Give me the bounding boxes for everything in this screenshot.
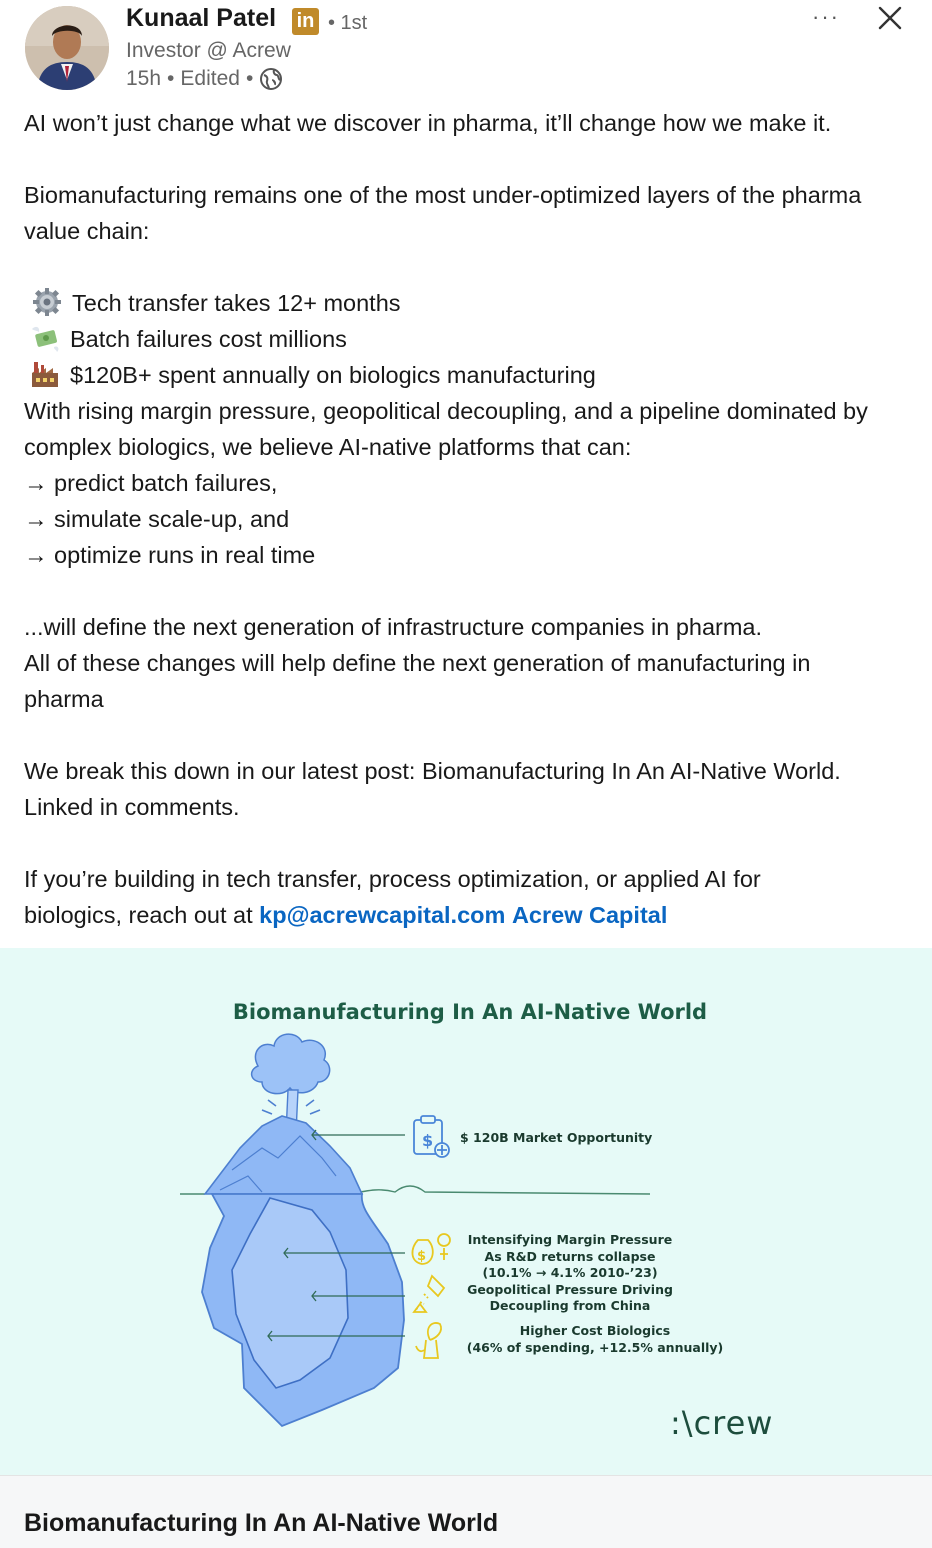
post-line: With rising margin pressure, geopolitical decoupling, and a pipeline dominated by complex biologics, we believe AI-native platforms that can: — [24, 398, 868, 460]
arrow-item: → predict batch failures, — [24, 470, 278, 496]
label-higher-cost — [460, 1323, 730, 1356]
label-market-opportunity: $ 120B Market Opportunity — [460, 1130, 653, 1145]
post-image[interactable] — [0, 948, 932, 1475]
money-bag-icon — [412, 1234, 450, 1264]
bullet-item — [24, 285, 914, 321]
author-headline: Investor @ Acrew — [126, 39, 291, 62]
svg-text:$: $ — [422, 1131, 434, 1150]
label-line: (10.1% → 4.1% 2010-’23) — [482, 1265, 658, 1280]
label-line: Intensifying Margin Pressure — [467, 1232, 673, 1247]
avatar[interactable] — [25, 6, 109, 90]
flask-icon — [414, 1276, 444, 1312]
money-with-wings-icon — [30, 323, 60, 353]
clipboard-dollar-icon — [414, 1116, 449, 1157]
post-header — [0, 0, 932, 100]
link-preview-title: Biomanufacturing In An AI-Native World — [24, 1509, 499, 1537]
label-line: Higher Cost Biologics — [519, 1323, 671, 1338]
svg-text:$: $ — [417, 1249, 427, 1264]
post-line: All of these changes will help define the next generation of manufacturing in pharma — [24, 650, 811, 712]
more-options-button[interactable]: ··· — [812, 4, 840, 29]
connection-degree: • 1st — [328, 12, 368, 34]
close-icon[interactable] — [872, 0, 908, 36]
post-line: We break this down in our latest post: Biomanufacturing In An AI-Native World. Linked in comments. — [24, 758, 841, 820]
edited-label: Edited — [180, 67, 240, 90]
post-meta — [126, 67, 283, 91]
gear-icon — [32, 287, 62, 317]
post-text — [24, 105, 914, 933]
author-name[interactable]: Kunaal Patel — [126, 4, 277, 32]
arrow-item: → optimize runs in real time — [24, 542, 316, 568]
label-line: (46% of spending, +12.5% annually) — [466, 1339, 724, 1355]
label-line: Geopolitical Pressure Driving — [467, 1281, 673, 1297]
contact-text: If you’re building in tech transfer, process optimization, or applied AI for biologics, reach out at — [24, 866, 761, 928]
bullet-item — [24, 357, 914, 393]
blank-line — [24, 249, 914, 285]
blank-line — [24, 573, 914, 609]
label-line: Decoupling from China — [489, 1298, 651, 1313]
globe-icon — [259, 67, 283, 91]
cloud-icon — [252, 1034, 330, 1094]
company-mention-link[interactable]: Acrew Capital — [511, 902, 668, 928]
linkedin-premium-badge-icon: in — [292, 8, 319, 35]
avatar-image — [25, 6, 109, 90]
label-margin-pressure — [450, 1232, 690, 1315]
contact-line — [24, 861, 854, 933]
post-line: AI won’t just change what we discover in pharma, it’ll change how we make it. — [24, 110, 832, 136]
factory-icon — [30, 359, 60, 389]
meta-separator: • — [245, 67, 254, 90]
bullet-text: Batch failures cost millions — [70, 326, 347, 352]
label-line: As R&D returns collapse — [484, 1248, 656, 1264]
post-line: ...will define the next generation of infrastructure companies in pharma. — [24, 614, 763, 640]
infographic-title: Biomanufacturing In An AI-Native World — [232, 1000, 708, 1024]
bullet-text: $120B+ spent annually on biologics manufacturing — [70, 362, 596, 388]
acrew-logo: :\crew — [670, 1404, 774, 1442]
link-preview-card[interactable] — [0, 1475, 932, 1548]
meta-separator: • — [167, 67, 175, 90]
blank-line — [24, 141, 914, 177]
email-link[interactable]: kp@acrewcapital.com — [259, 902, 506, 928]
arrow-item: → simulate scale-up, and — [24, 506, 290, 532]
post-line: Biomanufacturing remains one of the most under-optimized layers of the pharma value chain: — [24, 182, 862, 244]
bullet-text: Tech transfer takes 12+ months — [72, 290, 401, 316]
iceberg-illustration — [0, 948, 932, 1475]
plant-flask-icon — [416, 1323, 441, 1358]
blank-line — [24, 825, 914, 861]
bullet-item — [24, 321, 914, 357]
blank-line — [24, 717, 914, 753]
post-time: 15h — [126, 67, 162, 90]
